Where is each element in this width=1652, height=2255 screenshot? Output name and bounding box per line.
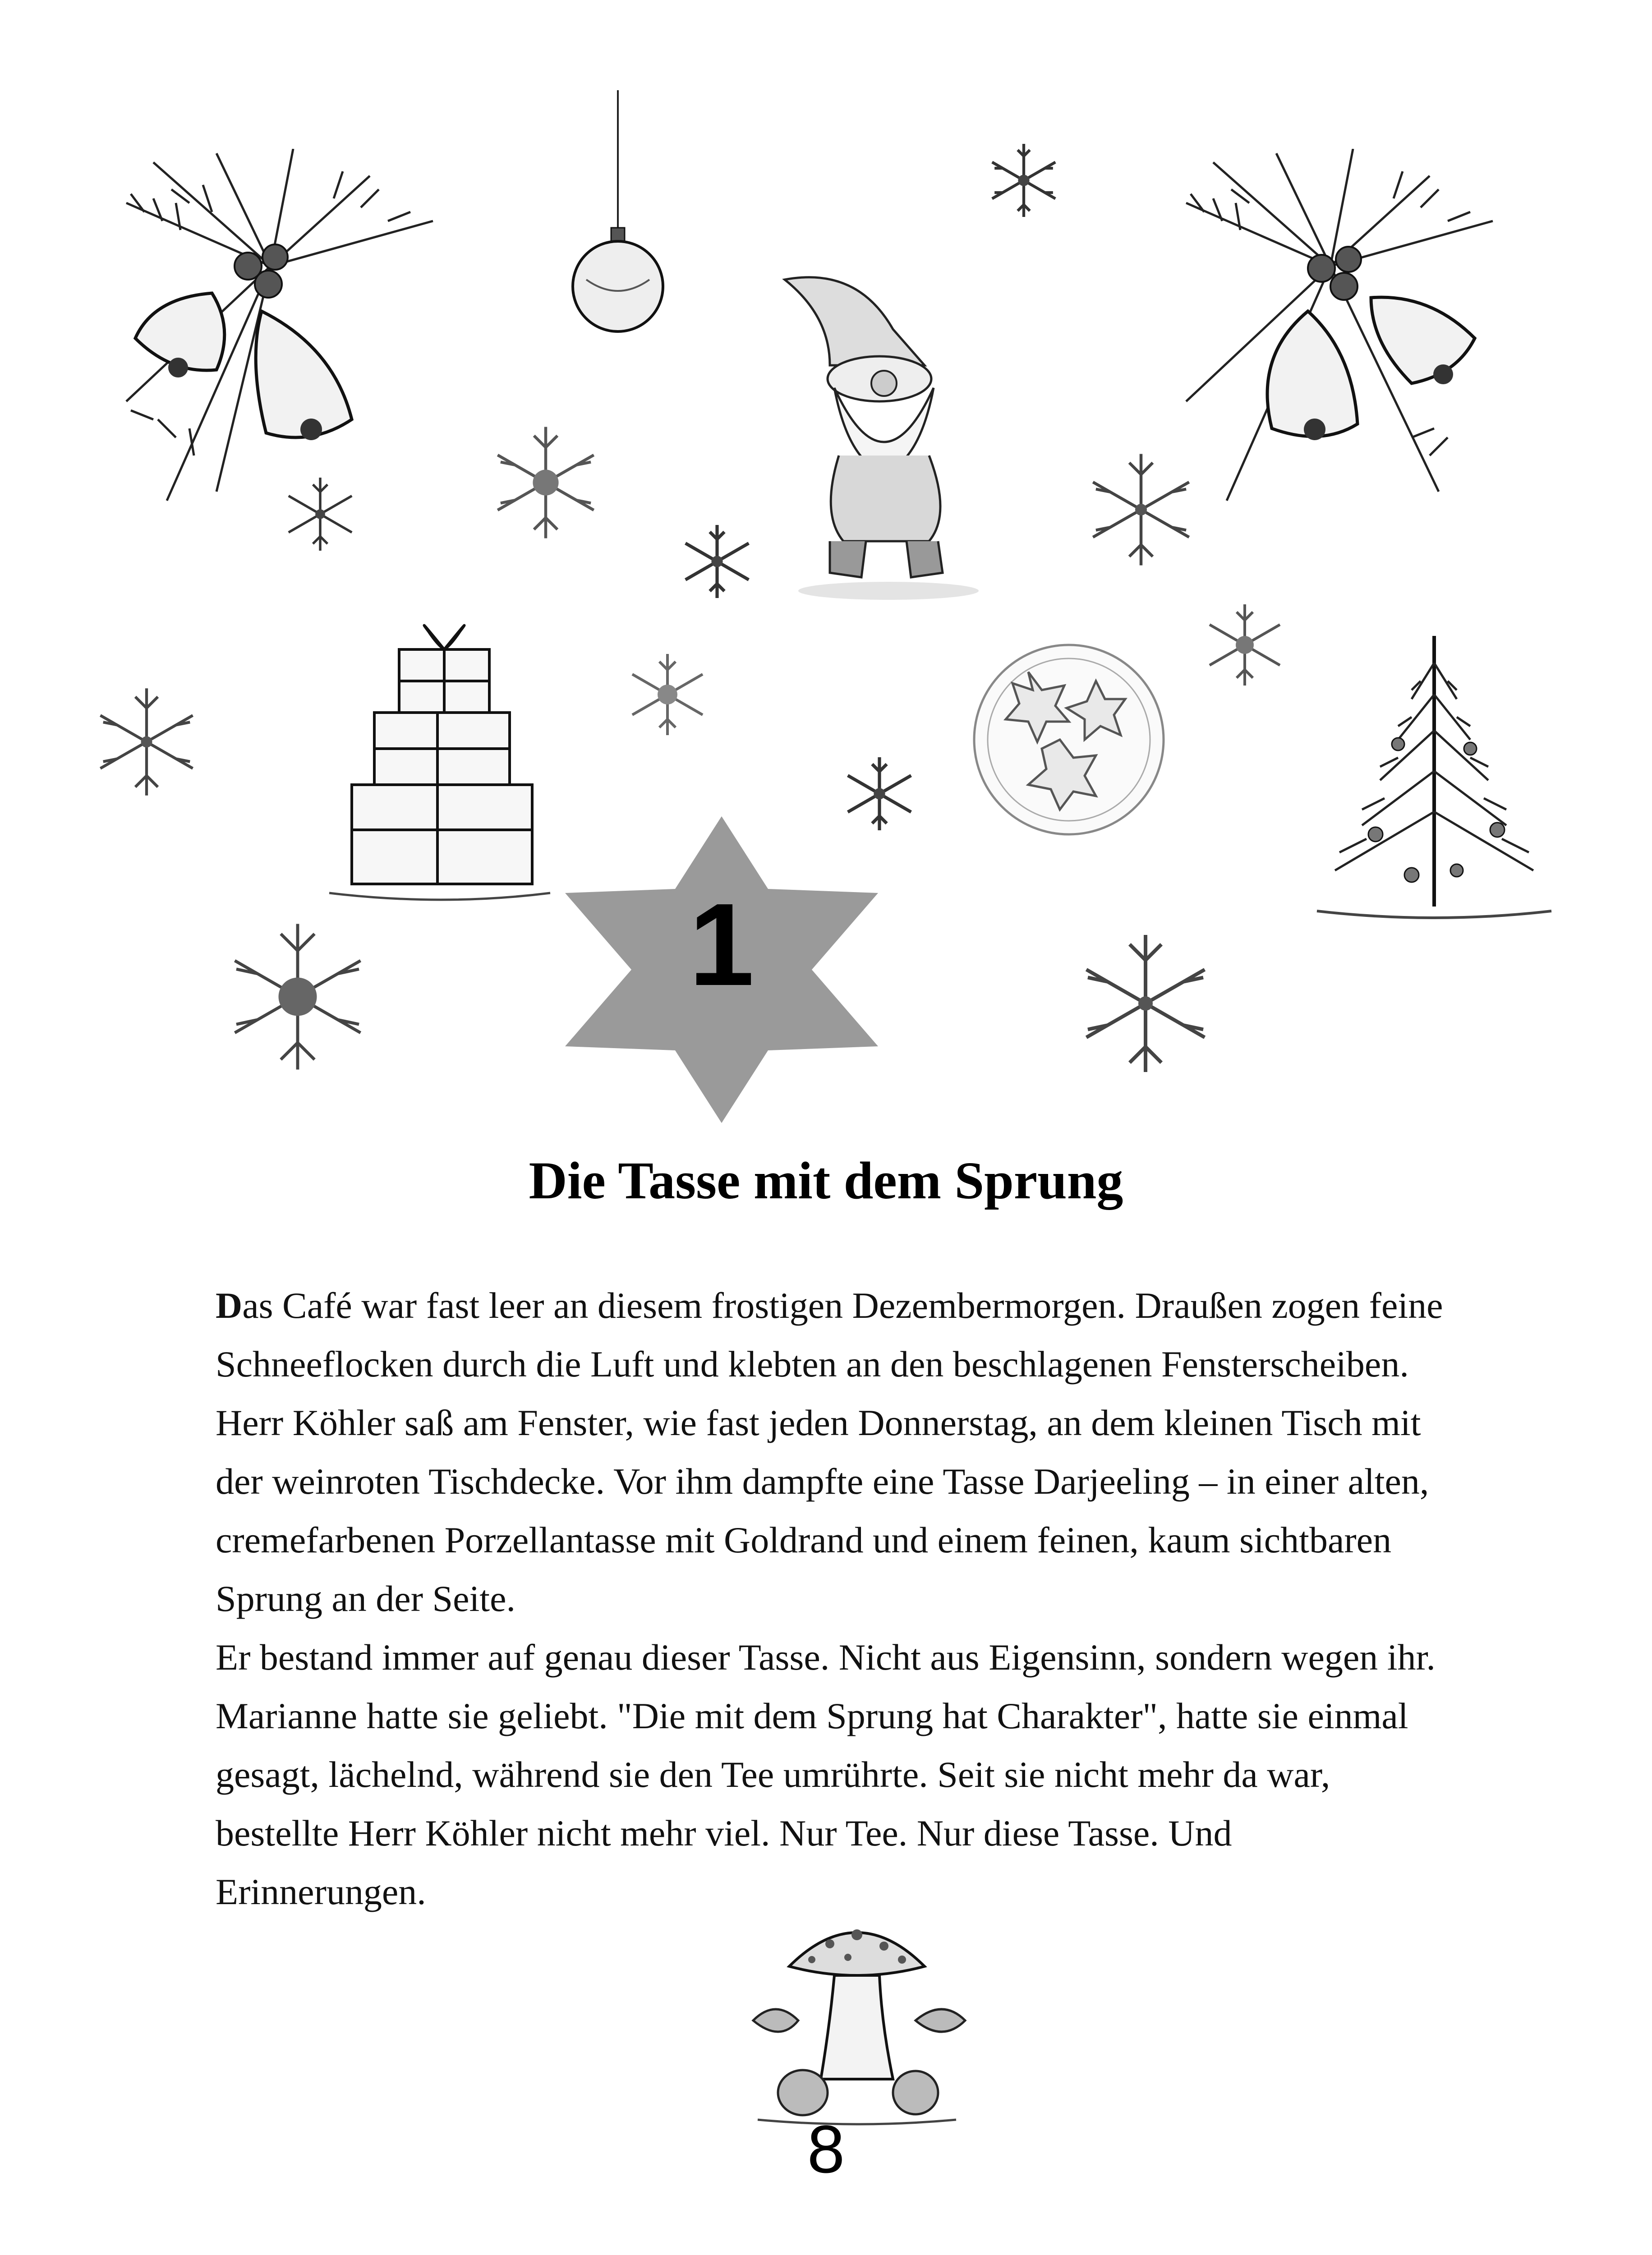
- snowflake-icon: [983, 140, 1064, 221]
- story-body: [216, 1276, 1451, 1921]
- gnome-icon: [776, 262, 1010, 604]
- snowflake-icon: [622, 645, 713, 744]
- drop-cap: D: [216, 1285, 243, 1326]
- cookie-plate-icon: [970, 640, 1168, 839]
- mushroom-icon: [740, 1908, 974, 2133]
- snowflake-icon: [487, 419, 604, 546]
- story-paragraph: Er bestand immer auf genau dieser Tasse. Nicht aus Eigensinn, sondern wegen ihr. Marianne hatte sie geliebt. "Die mit dem Sprung hat Charakter", hatte sie einmal gesagt, lächelnd, während sie den Tee umrührte. Seit sie nicht mehr da war, bestellte Herr Köhler nicht mehr viel. Nur Tee. Nur diese Tasse. Und Erinnerungen.: [216, 1637, 1436, 1912]
- gift-stack-icon: [325, 604, 559, 902]
- christmas-tree-icon: [1308, 636, 1560, 925]
- snowflake-icon: [221, 911, 374, 1082]
- bells-with-pine-icon: [99, 149, 451, 505]
- snowflake-icon: [676, 519, 758, 604]
- story-paragraph-text: as Café war fast leer an diesem frostigen Dezembermorgen. Draußen zogen feine Schneeflocken durch die Luft und klebten an den beschlagenen Fensterscheiben. Herr Köhler saß am Fenster, wie fast jeden Donnerstag, an dem kleinen Tisch mit der weinroten Tischdecke. Vor ihm dampfte eine Tasse Darjeeling – in einer alten, cremefarbenen Porzellantasse mit Goldrand und einem feinen, kaum sichtbaren Sprung an der Seite.: [216, 1285, 1443, 1619]
- story-title: Die Tasse mit dem Sprung: [529, 1151, 1123, 1210]
- snowflake-icon: [1082, 446, 1200, 573]
- page-number: 8: [807, 2111, 845, 2187]
- bauble-icon: [568, 90, 667, 343]
- day-number: 1: [689, 879, 755, 1010]
- snowflake-icon: [1073, 925, 1218, 1082]
- snowflake-icon: [90, 676, 203, 807]
- snowflake-icon: [1200, 595, 1290, 695]
- day-badge: [559, 816, 884, 1123]
- snowflake-icon: [280, 474, 361, 555]
- bells-with-pine-icon: [1159, 149, 1511, 505]
- story-paragraph: [216, 1276, 1451, 1628]
